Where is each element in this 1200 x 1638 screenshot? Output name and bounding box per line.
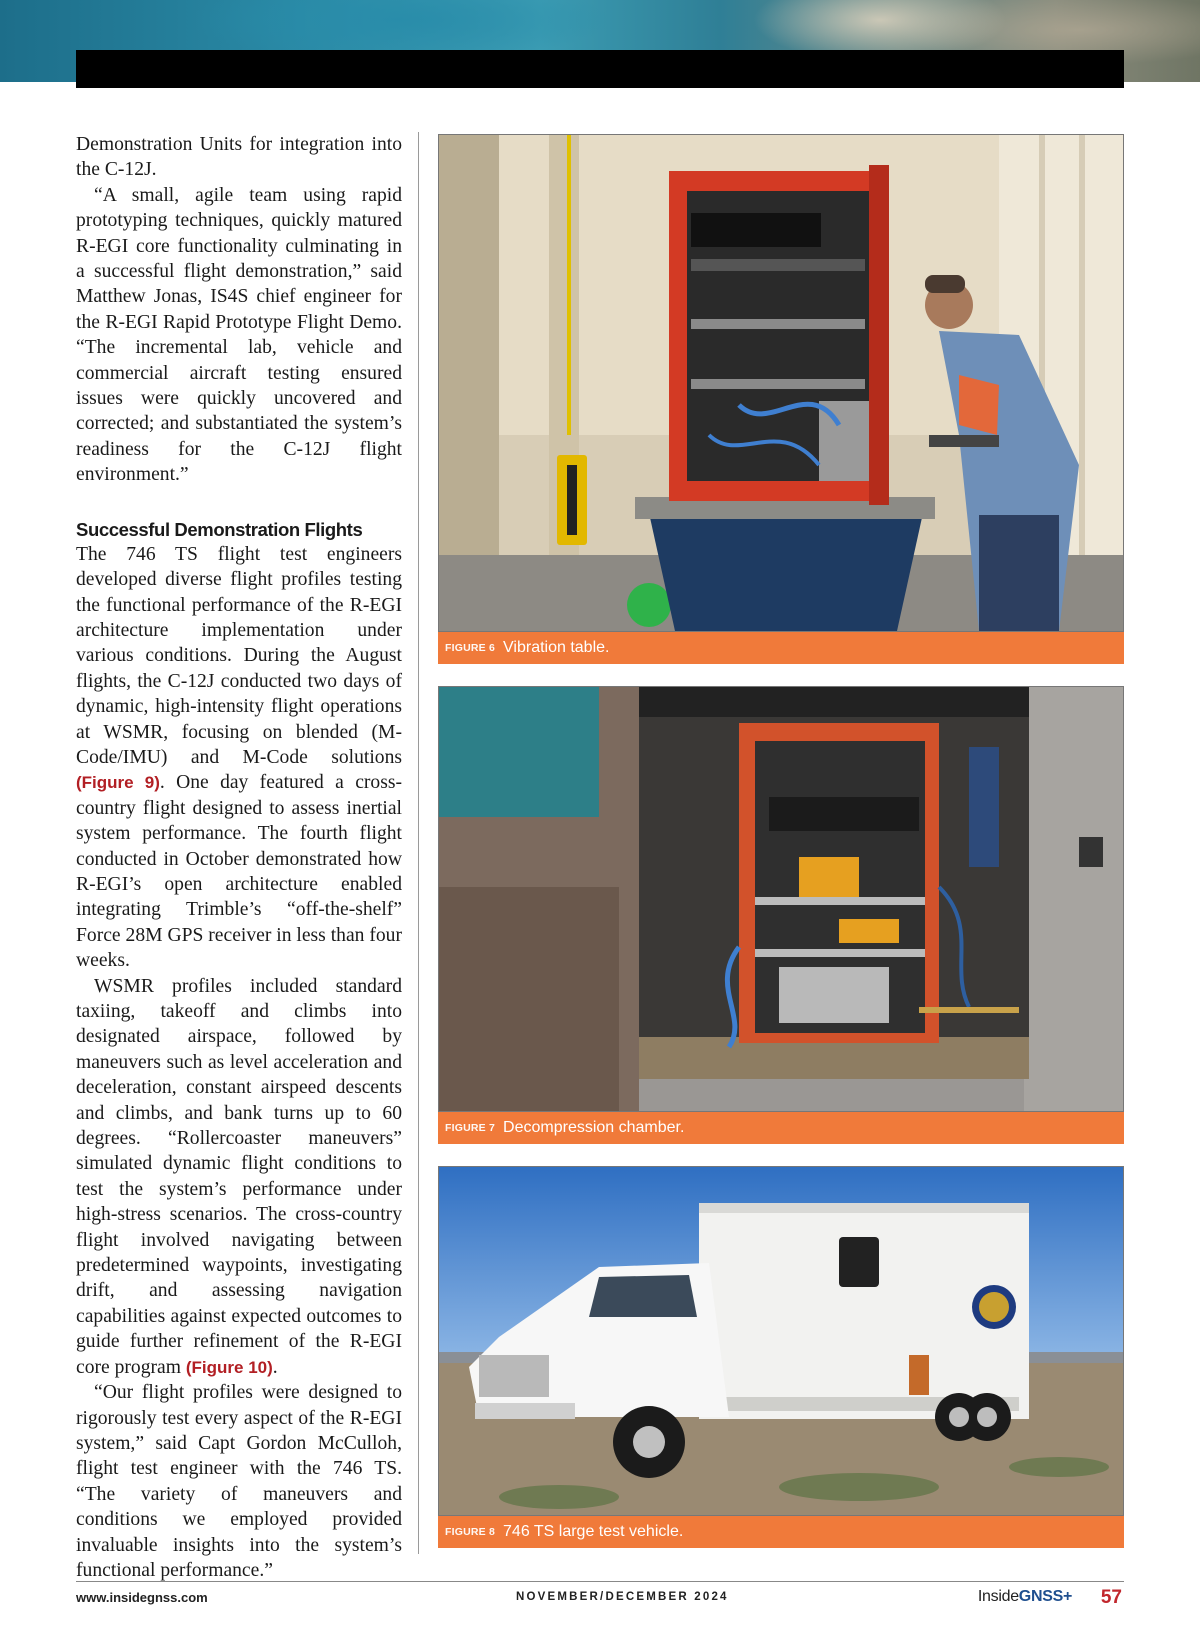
article-paragraph [76, 974, 402, 1381]
brand-part: GNSS [1018, 1588, 1063, 1605]
figure-number: FIGURE 7 [445, 1122, 496, 1134]
article-paragraph: Demonstration Units for integration into the C-12J. [76, 134, 402, 181]
figure-caption [438, 1516, 1124, 1548]
brand-part: Inside [977, 1588, 1019, 1605]
paragraph-text: WSMR profiles included standard taxiing, takeoff and climbs into designated airspace, followed by maneuvers such as level acceleration and deceleration, constant airspeed descents and climbs, and bank turns up to 60 degrees. “Rollercoaster maneuvers” simulated dynamic flight conditions to test the system’s performance under high-stress scenarios. The cross-country flight involved navigating between predetermined waypoints, investigating drift, and assessing navigation capabilities against expected outcomes to guide further refinement of the R-EGI core program [76, 975, 402, 1378]
issue-date: NOVEMBER/DECEMBER 2024 [516, 1591, 729, 1603]
footer-divider [76, 1581, 1124, 1582]
figure-7 [438, 686, 1124, 1144]
large-test-vehicle-photo [438, 1166, 1124, 1516]
footer-website-link[interactable]: www.insidegnss.com [76, 1590, 208, 1605]
figure-8 [438, 1166, 1124, 1548]
figure-caption-text: Decompression chamber. [503, 1119, 685, 1136]
figure-10-reference-link[interactable]: (Figure 10) [185, 1357, 273, 1377]
figure-9-reference-link[interactable]: (Figure 9) [76, 773, 160, 793]
figure-caption [438, 632, 1124, 664]
article-paragraph: “Our flight profiles were designed to rigorously test every aspect of the R-EGI system,” said Capt Gordon McCulloh, flight test engineer with the 746 TS. “The variety of maneuvers and conditions we employed provided invaluable insights into the system’s functional performance.” [76, 1382, 402, 1581]
publication-logo [978, 1588, 1072, 1606]
vibration-table-photo [438, 134, 1124, 632]
page-footer [76, 1588, 1124, 1612]
decompression-chamber-photo [438, 686, 1124, 1112]
article-body [76, 132, 402, 1583]
figure-caption [438, 1112, 1124, 1144]
paragraph-text: The 746 TS flight test engineers developed diverse flight profiles testing the functional performance of the R-EGI architecture implementation under various conditions. During the August flights, the C-12J conducted two days of dynamic, high-intensity flight operations at WSMR, focusing on blended (M-Code/IMU) and M-Code solutions [76, 543, 402, 768]
page-number: 57 [1100, 1587, 1122, 1608]
paragraph-text: . [272, 1356, 278, 1378]
figure-caption-text: Vibration table. [503, 639, 610, 656]
brand-part: + [1062, 1588, 1072, 1605]
figure-caption-text: 746 TS large test vehicle. [503, 1523, 684, 1540]
paragraph-text: . One day featured a cross-country flight designed to assess inertial system performance. The fourth flight conducted in October demonstrated how R-EGI’s open architecture enabled integrating Trimble’s “off-the-shelf” Force 28M GPS receiver in less than four weeks. [76, 772, 402, 972]
figure-6 [438, 134, 1124, 664]
article-paragraph: “A small, agile team using rapid prototyping techniques, quickly matured R-EGI core functionality culminating in a successful flight demonstration,” said Matthew Jonas, IS4S chief engineer for the R-EGI Rapid Prototype Flight Demo. “The incremental lab, vehicle and commercial aircraft testing ensured issues were quickly uncovered and corrected; and substantiated the system’s readiness for the C-12J flight environment.” [76, 184, 402, 486]
section-heading: Successful Demonstration Flights [76, 518, 363, 540]
column-divider [418, 132, 419, 1554]
figure-number: FIGURE 8 [445, 1526, 496, 1538]
figure-number: FIGURE 6 [445, 642, 496, 654]
header-black-bar [76, 50, 1124, 88]
article-paragraph [76, 542, 402, 974]
